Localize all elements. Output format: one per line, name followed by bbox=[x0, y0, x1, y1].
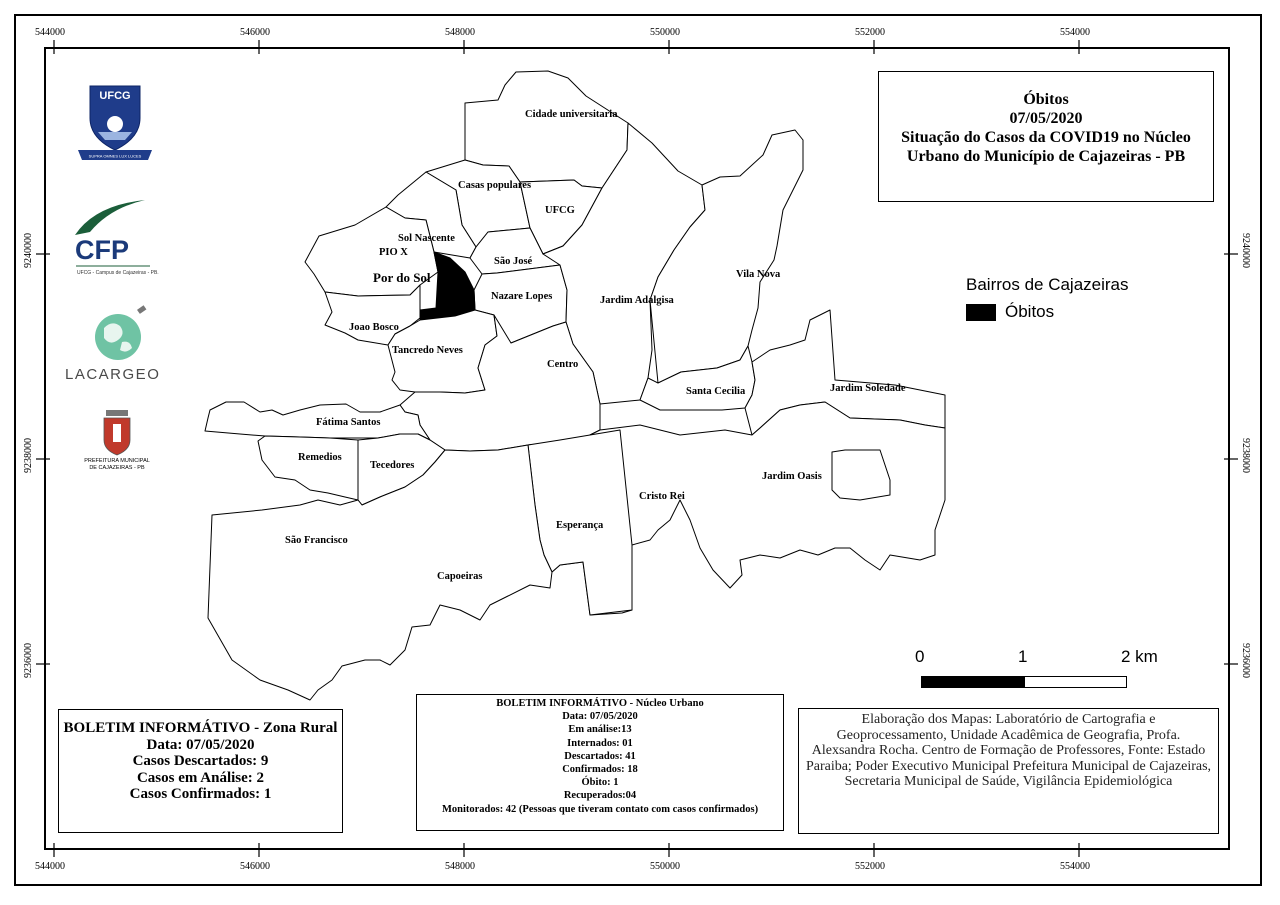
prefeitura-logo-line1: PREFEITURA MUNICIPAL bbox=[84, 458, 150, 464]
label-sao-francisco: São Francisco bbox=[285, 535, 348, 546]
grid-y-label-right: 9238000 bbox=[1240, 438, 1251, 473]
label-cidade-universitaria: Cidade universitaria bbox=[525, 109, 618, 120]
cfp-logo-text: CFP bbox=[75, 235, 129, 265]
cfp-logo-subtitle: UFCG - Campus de Cajazeiras - PB. bbox=[77, 270, 159, 276]
label-casas-populares: Casas populares bbox=[458, 180, 532, 191]
rural-bulletin-em-analise: Casos em Análise: 2 bbox=[136, 769, 265, 786]
scale-label-1: 1 bbox=[1018, 647, 1028, 666]
prefeitura-logo bbox=[84, 410, 150, 471]
grid-x-label-bottom: 548000 bbox=[445, 861, 475, 872]
grid-x-label-top: 550000 bbox=[650, 27, 680, 38]
urban-bulletin-internados: Internados: 01 bbox=[567, 737, 633, 749]
grid-x-label-top: 552000 bbox=[855, 27, 885, 38]
area-jardim-oasis-inner bbox=[832, 450, 890, 500]
rural-bulletin-descartados: Casos Descartados: 9 bbox=[132, 753, 269, 769]
grid-x-label-bottom: 550000 bbox=[650, 861, 680, 872]
urban-bulletin-obito: Óbito: 1 bbox=[581, 777, 619, 789]
label-por-do-sol: Por do Sol bbox=[373, 270, 431, 285]
grid-x-label-top: 544000 bbox=[35, 27, 65, 38]
grid-y-label-left: 9238000 bbox=[23, 438, 34, 473]
legend-title: Bairros de Cajazeiras bbox=[966, 275, 1129, 294]
label-pio-x: PIO X bbox=[379, 247, 408, 258]
scale-label-0: 0 bbox=[915, 647, 925, 666]
urban-bulletin-confirmados: Confirmados: 18 bbox=[562, 764, 638, 776]
label-sao-jose: São José bbox=[494, 256, 533, 267]
label-fatima-santos: Fátima Santos bbox=[316, 417, 381, 428]
scale-label-2: 2 km bbox=[1121, 647, 1158, 666]
scale-bar-white bbox=[1024, 676, 1127, 688]
urban-bulletin-date: Data: 07/05/2020 bbox=[562, 711, 638, 723]
label-centro: Centro bbox=[547, 359, 579, 370]
legend-label-obitos: Óbitos bbox=[1005, 302, 1055, 321]
ufcg-logo bbox=[78, 86, 152, 160]
rural-bulletin-box bbox=[58, 709, 343, 833]
urban-bulletin-descartados: Descartados: 41 bbox=[564, 750, 636, 762]
rural-bulletin-confirmados: Casos Confirmados: 1 bbox=[129, 786, 272, 802]
ufcg-logo-motto: SUPRA OMNES LUX LUCES bbox=[88, 153, 142, 159]
urban-bulletin-em-analise: Em análise:13 bbox=[568, 724, 632, 736]
legend-swatch-obitos bbox=[966, 304, 996, 321]
label-sol-nascente: Sol Nascente bbox=[398, 233, 455, 244]
label-jardim-oasis: Jardim Oasis bbox=[762, 471, 822, 482]
label-remedios: Remedios bbox=[298, 452, 342, 463]
map-title-line3: Situação do Casos da COVID19 no Núcleo bbox=[901, 129, 1191, 146]
urban-bulletin-recuperados: Recuperados:04 bbox=[563, 790, 637, 802]
label-cristo-rei: Cristo Rei bbox=[639, 491, 685, 502]
credits-box bbox=[798, 708, 1219, 834]
label-joao-bosco: Joao Bosco bbox=[349, 322, 399, 333]
grid-x-label-top: 548000 bbox=[445, 27, 475, 38]
map-title-line4: Urbano do Município de Cajazeiras - PB bbox=[906, 148, 1186, 165]
urban-bulletin-box bbox=[416, 694, 784, 831]
grid-x-label-bottom: 546000 bbox=[240, 861, 270, 872]
grid-x-label-bottom: 544000 bbox=[35, 861, 65, 872]
rural-bulletin-date: Data: 07/05/2020 bbox=[146, 736, 255, 753]
label-tecedores: Tecedores bbox=[370, 460, 415, 471]
label-vila-nova: Vila Nova bbox=[736, 269, 781, 280]
credits-text: Elaboração dos Mapas: Laboratório de Cartografia e Geoprocessamento, Unidade Acadêmica de Geografia, Profa. Alexsandra Rocha. Centro de Formação de Professores, Fonte: Estado Paraiba; Poder Executivo Municipal Prefeitura Municipal de Cajazeiras, Secretaria Municipal de Saúde, Vigilância Epidemiológica bbox=[805, 712, 1212, 789]
area-remedios bbox=[258, 436, 358, 500]
grid-y-label-right: 9236000 bbox=[1240, 643, 1251, 678]
grid-y-label-left: 9240000 bbox=[23, 233, 34, 268]
grid-x-label-top: 554000 bbox=[1060, 27, 1090, 38]
grid-y-label-left: 9236000 bbox=[23, 643, 34, 678]
prefeitura-logo-line2: DE CAJAZEIRAS - PB bbox=[89, 465, 145, 471]
cfp-logo bbox=[75, 200, 159, 276]
urban-bulletin-monitorados: Monitorados: 42 (Pessoas que tiveram contato com casos confirmados) bbox=[441, 803, 759, 815]
label-ufcg: UFCG bbox=[545, 205, 575, 216]
label-jardim-soledade: Jardim Soledade bbox=[830, 383, 906, 394]
map-title-box bbox=[878, 71, 1214, 202]
grid-x-label-top: 546000 bbox=[240, 27, 270, 38]
ufcg-logo-text: UFCG bbox=[99, 90, 131, 102]
rural-bulletin-title: BOLETIM INFORMÁTIVO - Zona Rural bbox=[63, 720, 338, 736]
label-tancredo-neves: Tancredo Neves bbox=[392, 345, 463, 356]
map-title-line1: Óbitos bbox=[1023, 91, 1069, 108]
lacargeo-logo-text: LACARGEO bbox=[65, 366, 161, 383]
label-santa-cecilia: Santa Cecilia bbox=[686, 386, 746, 397]
grid-x-label-bottom: 552000 bbox=[855, 861, 885, 872]
label-capoeiras: Capoeiras bbox=[437, 571, 483, 582]
urban-bulletin-title: BOLETIM INFORMÁTIVO - Núcleo Urbano bbox=[496, 698, 704, 709]
label-esperanca: Esperança bbox=[556, 520, 604, 531]
lacargeo-logo bbox=[65, 305, 160, 383]
grid-y-label-right: 9240000 bbox=[1240, 233, 1251, 268]
map-title-date: 07/05/2020 bbox=[1009, 110, 1083, 127]
grid-x-label-bottom: 554000 bbox=[1060, 861, 1090, 872]
label-jardim-adalgisa: Jardim Adalgisa bbox=[600, 295, 674, 306]
scale-bar-black bbox=[921, 676, 1025, 688]
label-nazare-lopes: Nazare Lopes bbox=[491, 291, 553, 302]
